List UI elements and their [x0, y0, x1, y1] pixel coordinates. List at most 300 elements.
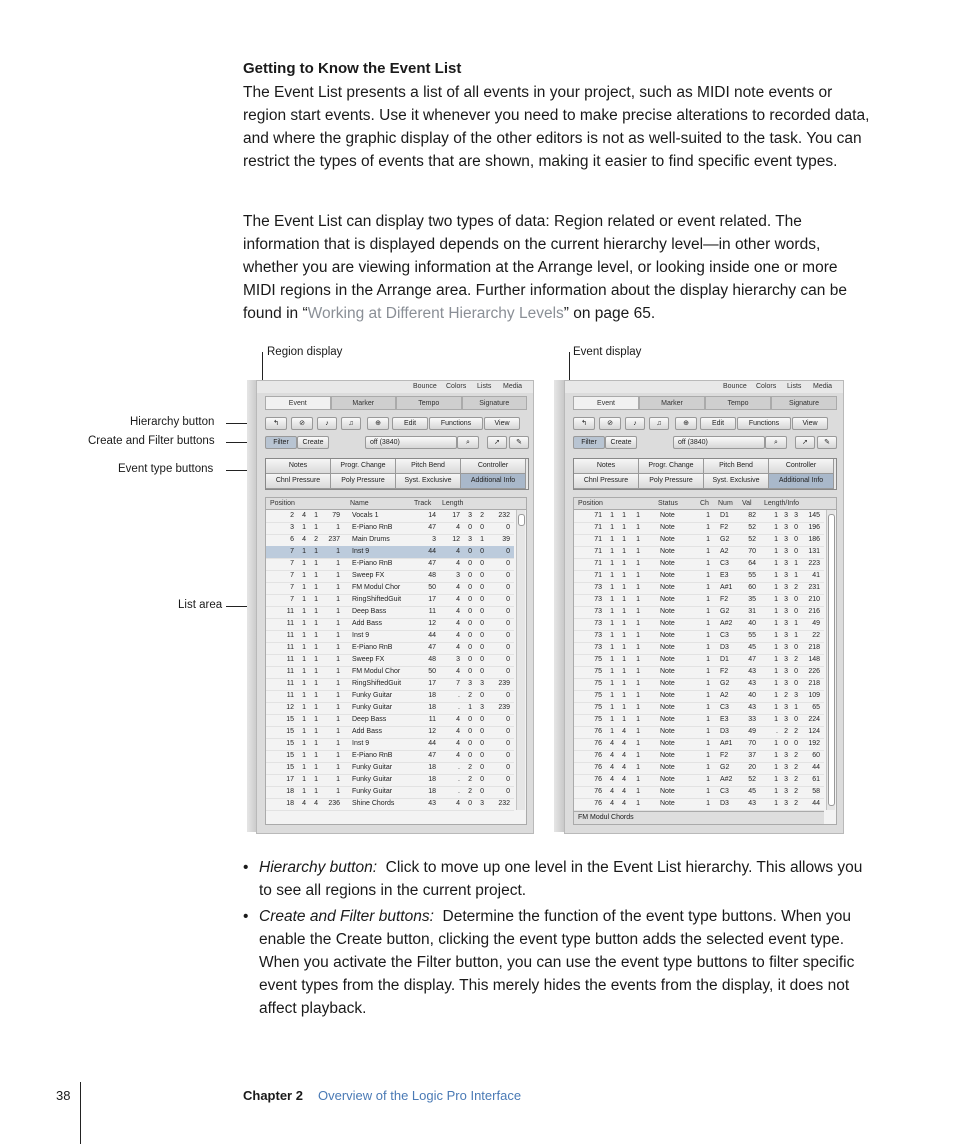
table-cell: 1 [636, 560, 640, 567]
table-cell: 1 [774, 572, 778, 579]
table-cell: 4 [456, 800, 460, 807]
table-cell: 15 [286, 764, 294, 771]
bullet-term: Create and Filter buttons: [259, 908, 434, 925]
table-cell: 0 [506, 776, 510, 783]
table-cell: D1 [720, 512, 729, 519]
table-cell: 37 [748, 752, 756, 759]
table-cell: 1 [622, 608, 626, 615]
table-cell: 0 [468, 668, 472, 675]
table-cell: 1 [336, 668, 340, 675]
table-cell: 2 [794, 584, 798, 591]
table-cell: 1 [336, 524, 340, 531]
table-cell: 73 [594, 608, 602, 615]
table-cell: 239 [498, 704, 510, 711]
table-cell: 0 [480, 752, 484, 759]
tab-marker[interactable]: Marker [639, 396, 705, 410]
table-row[interactable] [574, 798, 824, 811]
table-cell: 11 [286, 608, 294, 615]
table-cell: 1 [302, 776, 306, 783]
table-cell: 39 [502, 536, 510, 543]
table-cell: 40 [748, 692, 756, 699]
bullet-text: Click to move up one level in the Event List hierarchy. This allows you to see all regions in the current project. [259, 859, 863, 899]
table-cell: . [458, 692, 460, 699]
table-cell: 2 [794, 800, 798, 807]
table-cell: 1 [302, 704, 306, 711]
table-cell: 7 [290, 548, 294, 555]
table-cell: 1 [314, 692, 318, 699]
table-cell: 0 [480, 596, 484, 603]
table-cell: 1 [774, 704, 778, 711]
table-cell: 0 [480, 572, 484, 579]
table-cell: 3 [784, 524, 788, 531]
table-cell: 75 [594, 692, 602, 699]
table-cell: E-Piano RnB [352, 644, 393, 651]
table-cell: 1 [336, 704, 340, 711]
table-row[interactable] [266, 798, 514, 811]
table-cell: 4 [622, 776, 626, 783]
tab-signature[interactable]: Signature [462, 396, 528, 410]
table-cell: 1 [794, 632, 798, 639]
link-icon[interactable]: ⊘ [599, 417, 621, 430]
table-cell: Funky Guitar [352, 704, 393, 711]
table-cell: 3 [468, 512, 472, 519]
table-cell: 1 [302, 656, 306, 663]
table-cell: Funky Guitar [352, 788, 393, 795]
table-cell: 3 [784, 632, 788, 639]
table-cell: 1 [336, 572, 340, 579]
table-cell: 226 [808, 668, 820, 675]
table-cell: 192 [808, 740, 820, 747]
tab-event[interactable]: Event [265, 396, 331, 410]
col-name[interactable]: Name [350, 500, 369, 507]
table-cell: 1 [302, 584, 306, 591]
table-cell: 47 [428, 644, 436, 651]
table-cell: 3 [784, 512, 788, 519]
table-cell: 73 [594, 584, 602, 591]
table-cell: . [458, 764, 460, 771]
table-cell: 3 [784, 608, 788, 615]
table-cell: 1 [302, 524, 306, 531]
table-cell: 1 [636, 740, 640, 747]
table-cell: 224 [808, 716, 820, 723]
scrollbar[interactable] [826, 510, 835, 810]
table-cell: 3 [480, 680, 484, 687]
table-cell: D3 [720, 800, 729, 807]
functions-menu[interactable]: Functions [429, 417, 483, 430]
tab-bar [573, 396, 837, 410]
table-cell: 1 [336, 788, 340, 795]
table-cell: 75 [594, 716, 602, 723]
table-cell: 0 [506, 716, 510, 723]
table-cell: 237 [328, 536, 340, 543]
table-cell: 0 [506, 548, 510, 555]
etype-pitch-bend[interactable]: Pitch Bend [704, 459, 769, 474]
table-cell: 1 [622, 524, 626, 531]
table-cell: 76 [594, 752, 602, 759]
table-cell: 47 [428, 524, 436, 531]
toolbar-row-2 [265, 436, 527, 450]
etype-additional-info[interactable]: Additional Info [461, 474, 526, 489]
table-cell: 2 [290, 512, 294, 519]
table-cell: 0 [468, 632, 472, 639]
table-cell: 1 [302, 740, 306, 747]
table-cell: 0 [794, 524, 798, 531]
etype-syst-exclusive[interactable]: Syst. Exclusive [396, 474, 461, 489]
table-cell: D3 [720, 644, 729, 651]
col-num[interactable]: Num [718, 500, 733, 507]
table-cell: E3 [720, 716, 729, 723]
table-cell: 76 [594, 740, 602, 747]
table-cell: F2 [720, 524, 729, 531]
menu-bar [565, 381, 843, 393]
etype-notes[interactable]: Notes [266, 459, 331, 474]
table-cell: 1 [480, 536, 484, 543]
table-cell: 0 [794, 680, 798, 687]
table-cell: Inst 9 [352, 548, 370, 555]
table-cell: 47 [748, 656, 756, 663]
table-cell: 4 [456, 632, 460, 639]
table-cell: 1 [336, 656, 340, 663]
table-cell: 4 [610, 800, 614, 807]
table-cell: 14 [428, 512, 436, 519]
table-cell: 11 [286, 692, 294, 699]
etype-additional-info[interactable]: Additional Info [769, 474, 834, 489]
view-menu[interactable]: View [484, 417, 520, 430]
edit-menu[interactable]: Edit [700, 417, 736, 430]
table-cell: 3 [784, 776, 788, 783]
menu-media[interactable]: Media [503, 383, 523, 390]
table-cell: 1 [610, 572, 614, 579]
link-icon[interactable]: ⊘ [291, 417, 313, 430]
etype-syst-exclusive[interactable]: Syst. Exclusive [704, 474, 769, 489]
table-cell: 7 [290, 572, 294, 579]
table-cell: 1 [302, 548, 306, 555]
menu-bounce[interactable]: Bounce [723, 383, 747, 390]
col-length-info[interactable]: Length/Info [764, 500, 800, 507]
table-cell: 1 [622, 704, 626, 711]
table-cell: 216 [808, 608, 820, 615]
table-cell: Note [660, 800, 675, 807]
col-status[interactable]: Status [658, 500, 678, 507]
table-cell: Note [660, 560, 675, 567]
page-number: 38 [56, 1088, 71, 1103]
table-cell: 0 [794, 548, 798, 555]
table-cell: 71 [594, 560, 602, 567]
etype-progr-change[interactable]: Progr. Change [639, 459, 704, 474]
table-cell: 1 [302, 788, 306, 795]
region-list-area[interactable] [265, 497, 527, 825]
pencil-tool-icon[interactable]: ✎ [817, 436, 837, 449]
filter-button[interactable]: Filter [265, 436, 297, 449]
table-cell: 1 [314, 632, 318, 639]
table-cell: 1 [314, 620, 318, 627]
col-track[interactable]: Track [414, 500, 432, 507]
table-cell: 1 [706, 620, 710, 627]
table-cell: 1 [302, 560, 306, 567]
scroll-thumb[interactable] [828, 514, 835, 806]
table-cell: 1 [636, 512, 640, 519]
table-cell: A2 [720, 692, 729, 699]
table-cell: 1 [706, 572, 710, 579]
table-cell: 1 [774, 584, 778, 591]
table-cell: A#1 [720, 740, 733, 747]
table-cell: 3 [290, 524, 294, 531]
table-cell: 4 [622, 800, 626, 807]
para2-text-b: ” on page 65. [563, 305, 656, 322]
etype-chnl-pressure[interactable]: Chnl Pressure [574, 474, 639, 489]
table-cell: 1 [706, 764, 710, 771]
search-icon[interactable]: ⌕ [457, 436, 479, 449]
table-cell: 11 [286, 644, 294, 651]
table-cell: Note [660, 524, 675, 531]
col-position[interactable]: Position [578, 500, 603, 507]
view-menu[interactable]: View [792, 417, 828, 430]
list-header [574, 498, 836, 510]
etype-notes[interactable]: Notes [574, 459, 639, 474]
table-cell: 2 [468, 764, 472, 771]
table-cell: RingShiftedGuit [352, 596, 402, 603]
table-cell: 1 [610, 668, 614, 675]
table-cell: 0 [784, 740, 788, 747]
table-cell: 1 [314, 656, 318, 663]
table-cell: 1 [302, 752, 306, 759]
table-cell: 1 [336, 740, 340, 747]
etype-controller[interactable]: Controller [769, 459, 834, 474]
table-cell: 1 [774, 524, 778, 531]
table-cell: 48 [428, 572, 436, 579]
table-cell: 1 [610, 524, 614, 531]
table-cell: 0 [480, 560, 484, 567]
quantize-select[interactable]: off (3840) [673, 436, 765, 449]
table-cell: 52 [748, 536, 756, 543]
table-cell: 61 [812, 776, 820, 783]
table-cell: 1 [622, 644, 626, 651]
table-cell: 1 [314, 524, 318, 531]
table-cell: A#2 [720, 620, 733, 627]
midi-out-icon[interactable]: ♫ [341, 417, 361, 430]
etype-pitch-bend[interactable]: Pitch Bend [396, 459, 461, 474]
table-cell: Inst 9 [352, 740, 370, 747]
etype-chnl-pressure[interactable]: Chnl Pressure [266, 474, 331, 489]
table-cell: 1 [314, 764, 318, 771]
table-cell: 4 [456, 740, 460, 747]
edit-menu[interactable]: Edit [392, 417, 428, 430]
table-cell: 4 [302, 512, 306, 519]
chapter-title-link[interactable]: Overview of the Logic Pro Interface [318, 1088, 522, 1103]
col-position[interactable]: Position [270, 500, 295, 507]
table-cell: 2 [794, 764, 798, 771]
table-cell: 1 [774, 800, 778, 807]
table-cell: E-Piano RnB [352, 752, 393, 759]
table-cell: 1 [706, 776, 710, 783]
table-cell: 4 [456, 584, 460, 591]
create-button[interactable]: Create [605, 436, 637, 449]
table-cell: Funky Guitar [352, 776, 393, 783]
menu-bounce[interactable]: Bounce [413, 383, 437, 390]
table-cell: 0 [794, 644, 798, 651]
hierarchy-link[interactable]: Working at Different Hierarchy Levels [307, 305, 564, 322]
table-cell: 218 [808, 680, 820, 687]
functions-menu[interactable]: Functions [737, 417, 791, 430]
tab-signature[interactable]: Signature [771, 396, 837, 410]
scroll-thumb[interactable] [518, 514, 525, 526]
table-cell: 1 [336, 608, 340, 615]
chapter-label: Chapter 2 [243, 1088, 303, 1103]
event-list-area[interactable] [573, 497, 837, 825]
table-cell: 18 [286, 800, 294, 807]
tab-tempo[interactable]: Tempo [705, 396, 771, 410]
table-cell: 1 [314, 680, 318, 687]
table-cell: 31 [748, 608, 756, 615]
table-cell: 0 [794, 596, 798, 603]
capture-icon[interactable]: ⊕ [367, 417, 389, 430]
table-cell: 1 [774, 620, 778, 627]
table-cell: 1 [314, 776, 318, 783]
event-display-panel [564, 380, 844, 834]
hierarchy-button[interactable]: ↰ [265, 417, 287, 430]
col-val[interactable]: Val [742, 500, 752, 507]
table-cell: 71 [594, 548, 602, 555]
table-cell: Note [660, 704, 675, 711]
table-cell: 1 [706, 608, 710, 615]
table-cell: Note [660, 620, 675, 627]
hierarchy-button[interactable]: ↰ [573, 417, 595, 430]
table-cell: 48 [428, 656, 436, 663]
table-cell: 1 [302, 596, 306, 603]
etype-poly-pressure[interactable]: Poly Pressure [639, 474, 704, 489]
table-cell: 1 [302, 692, 306, 699]
table-cell: 3 [794, 512, 798, 519]
table-cell: 0 [480, 608, 484, 615]
table-cell: 1 [314, 572, 318, 579]
col-length[interactable]: Length [442, 500, 464, 507]
table-cell: 1 [636, 536, 640, 543]
table-cell: 1 [774, 764, 778, 771]
etype-poly-pressure[interactable]: Poly Pressure [331, 474, 396, 489]
table-cell: 2 [794, 656, 798, 663]
table-cell: 60 [748, 584, 756, 591]
menu-media[interactable]: Media [813, 383, 833, 390]
quantize-select[interactable]: off (3840) [365, 436, 457, 449]
table-cell: 1 [336, 764, 340, 771]
table-cell: 49 [812, 620, 820, 627]
table-cell: 1 [794, 572, 798, 579]
tab-tempo[interactable]: Tempo [396, 396, 462, 410]
pointer-tool-icon[interactable]: ➚ [487, 436, 507, 449]
table-cell: Main Drums [352, 536, 390, 543]
menu-lists[interactable]: Lists [787, 383, 802, 390]
table-cell: 0 [506, 644, 510, 651]
search-icon[interactable]: ⌕ [765, 436, 787, 449]
table-cell: 1 [314, 788, 318, 795]
pencil-tool-icon[interactable]: ✎ [509, 436, 529, 449]
table-cell: 1 [302, 620, 306, 627]
table-cell: 0 [480, 776, 484, 783]
table-cell: Note [660, 632, 675, 639]
table-cell: Note [660, 584, 675, 591]
etype-controller[interactable]: Controller [461, 459, 526, 474]
table-cell: 1 [314, 644, 318, 651]
table-cell: 1 [774, 788, 778, 795]
tab-event[interactable]: Event [573, 396, 639, 410]
create-button[interactable]: Create [297, 436, 329, 449]
table-cell: 11 [286, 632, 294, 639]
table-cell: 18 [428, 776, 436, 783]
table-cell: 0 [506, 524, 510, 531]
table-cell: 44 [812, 800, 820, 807]
table-cell: C3 [720, 788, 729, 795]
table-cell: G2 [720, 536, 730, 543]
table-cell: G2 [720, 608, 730, 615]
table-cell: 1 [302, 716, 306, 723]
tab-marker[interactable]: Marker [331, 396, 397, 410]
table-cell: 15 [286, 752, 294, 759]
table-cell: 0 [506, 560, 510, 567]
table-cell: Note [660, 596, 675, 603]
etype-progr-change[interactable]: Progr. Change [331, 459, 396, 474]
table-cell: 0 [506, 656, 510, 663]
filter-button[interactable]: Filter [573, 436, 605, 449]
table-cell: 3 [784, 800, 788, 807]
table-cell: 109 [808, 692, 820, 699]
table-cell: 1 [636, 548, 640, 555]
table-cell: 64 [748, 560, 756, 567]
table-cell: 186 [808, 536, 820, 543]
midi-in-icon[interactable]: ♪ [317, 417, 337, 430]
table-cell: 3 [784, 752, 788, 759]
table-cell: 1 [622, 692, 626, 699]
menu-bar [257, 381, 533, 393]
table-cell: 0 [794, 716, 798, 723]
table-cell: 52 [748, 776, 756, 783]
table-cell: 236 [328, 800, 340, 807]
table-cell: 1 [636, 752, 640, 759]
scrollbar[interactable] [516, 510, 525, 810]
table-cell: 1 [706, 560, 710, 567]
page-divider [80, 1082, 81, 1144]
table-cell: 33 [748, 716, 756, 723]
table-cell: 1 [636, 644, 640, 651]
col-ch[interactable]: Ch [700, 500, 709, 507]
table-cell: 41 [812, 572, 820, 579]
menu-colors[interactable]: Colors [756, 383, 777, 390]
table-cell: 1 [610, 548, 614, 555]
table-cell: 3 [784, 620, 788, 627]
pointer-tool-icon[interactable]: ➚ [795, 436, 815, 449]
menu-colors[interactable]: Colors [446, 383, 467, 390]
table-cell: 44 [428, 548, 436, 555]
midi-in-icon[interactable]: ♪ [625, 417, 645, 430]
table-cell: 43 [748, 668, 756, 675]
table-cell: 7 [456, 680, 460, 687]
table-cell: 1 [610, 584, 614, 591]
capture-icon[interactable]: ⊕ [675, 417, 697, 430]
callout-event-type: Event type buttons [118, 463, 214, 475]
midi-out-icon[interactable]: ♫ [649, 417, 669, 430]
table-cell: 40 [748, 620, 756, 627]
table-cell: 3 [784, 572, 788, 579]
table-cell: 1 [636, 620, 640, 627]
table-cell: 1 [636, 680, 640, 687]
menu-lists[interactable]: Lists [477, 383, 492, 390]
table-cell: 0 [794, 668, 798, 675]
table-cell: F2 [720, 752, 729, 759]
table-cell: 1 [636, 764, 640, 771]
table-cell: . [458, 704, 460, 711]
table-cell: 73 [594, 632, 602, 639]
table-cell: 1 [314, 584, 318, 591]
table-cell: 1 [610, 560, 614, 567]
